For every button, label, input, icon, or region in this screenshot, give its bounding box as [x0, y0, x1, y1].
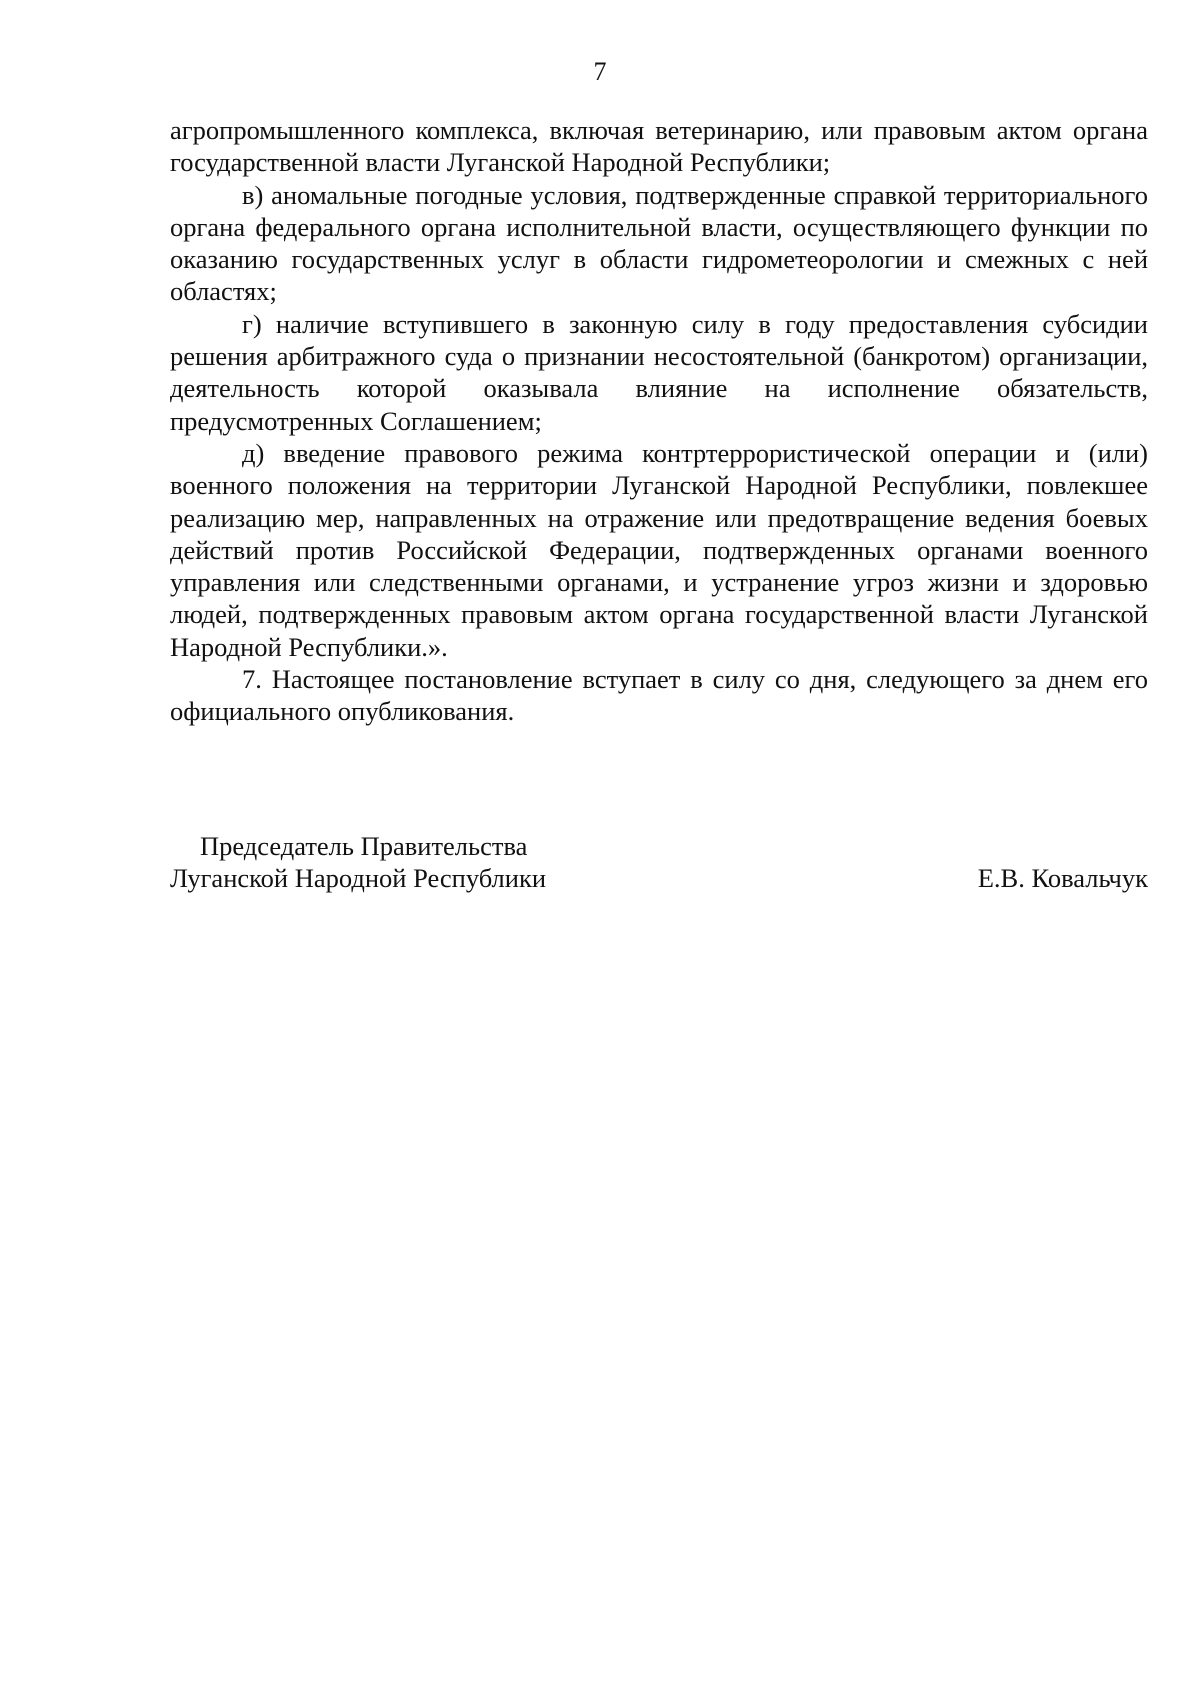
signature-row [170, 862, 1148, 894]
paragraph-item-v: в) аномальные погодные условия, подтвержденные справкой территориального органа федерального органа исполнительной власти, осуществляющего функции по оказанию государственных услуг в области гидрометеорологии и смежных с ней областях; [170, 179, 1148, 307]
paragraph-clause-7: 7. Настоящее постановление вступает в силу со дня, следующего за днем его официального опубликования. [170, 664, 1148, 727]
page-number: 7 [593, 57, 607, 86]
signature-block [170, 830, 1148, 895]
paragraph-item-d: д) введение правового режима контртеррористической операции и (или) военного положения на территории Луганской Народной Республики, повлекшее реализацию мер, направленных на отражение или предотвращение ведения боевых действий против Российской Федерации, подтвержденных органами военного управления или следственными органами, и устранение угроз жизни и здоровью людей, подтвержденных правовым актом органа государственной власти Луганской Народной Республики.». [170, 437, 1148, 662]
signatory-name: Е.В. Ковальчук [977, 863, 1148, 894]
signatory-organization: Луганской Народной Республики [170, 863, 547, 894]
signatory-position: Председатель Правительства [200, 831, 528, 861]
document-body [170, 114, 1148, 728]
paragraph-continuation: агропромышленного комплекса, включая ветеринарию, или правовым актом органа государственной власти Луганской Народной Республики; [170, 115, 1148, 178]
paragraph-item-g: г) наличие вступившего в законную силу в году предоставления субсидии решения арбитражного суда о признании несостоятельной (банкротом) организации, деятельность которой оказывала влияние на исполнение обязательств, предусмотренных Соглашением; [170, 308, 1148, 436]
